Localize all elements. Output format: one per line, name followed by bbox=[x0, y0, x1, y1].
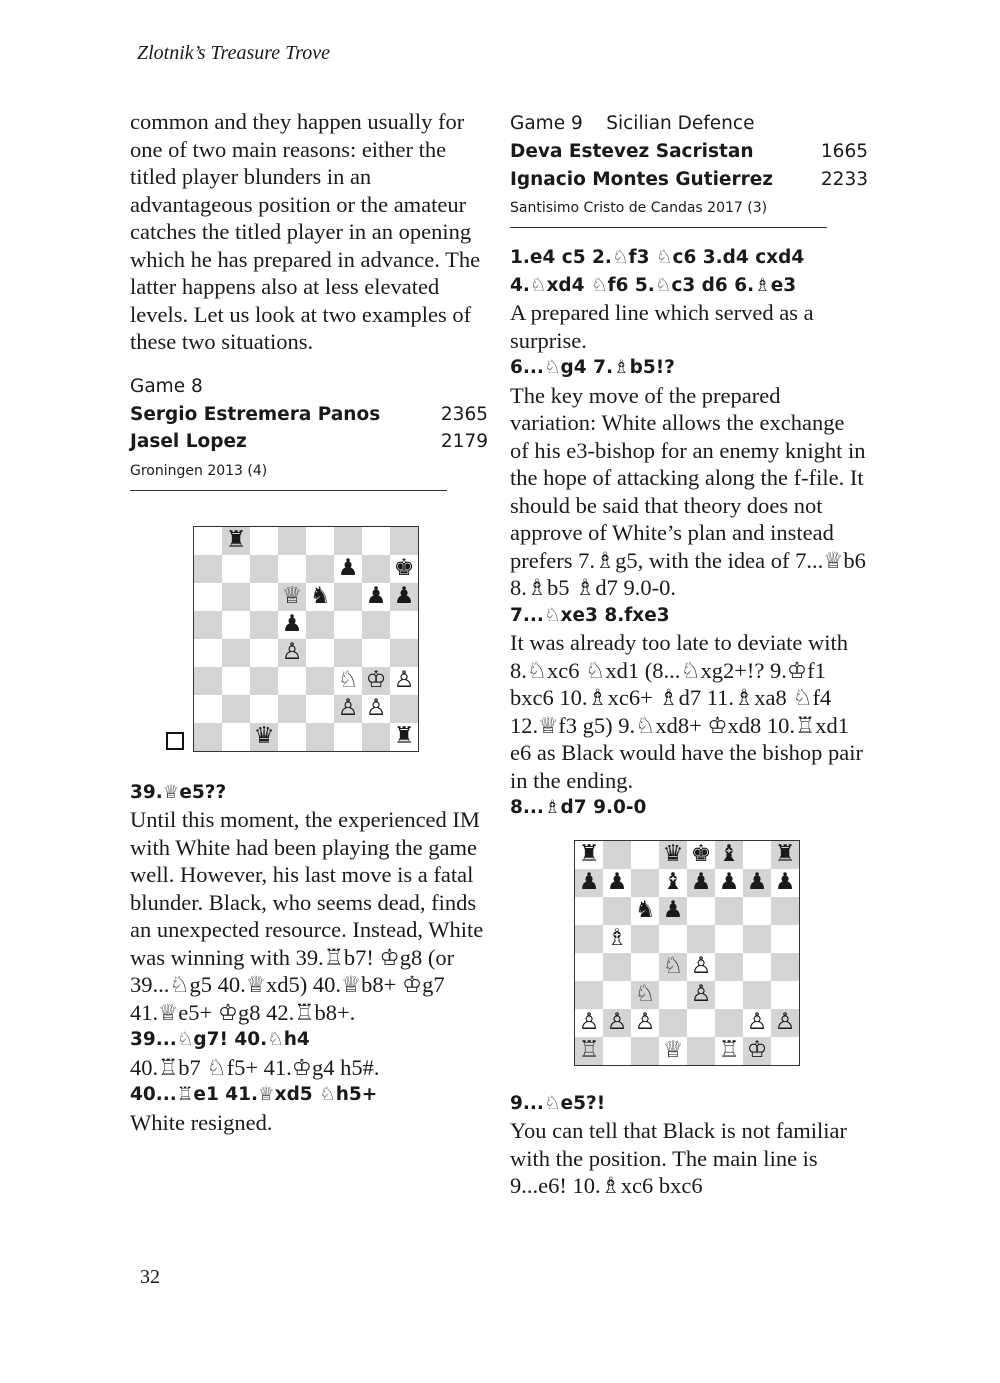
board-square bbox=[631, 953, 659, 981]
chessboard bbox=[193, 526, 419, 752]
board-square bbox=[222, 611, 250, 639]
board-square bbox=[687, 1037, 715, 1065]
board-square-piece: ♛ bbox=[250, 723, 278, 751]
board-square bbox=[575, 981, 603, 1009]
board-square bbox=[687, 897, 715, 925]
board-square bbox=[194, 695, 222, 723]
board-square bbox=[743, 925, 771, 953]
board-square bbox=[222, 555, 250, 583]
board-square bbox=[194, 639, 222, 667]
running-title: Zlotnik’s Treasure Trove bbox=[137, 42, 330, 64]
board-square-piece: ♘ bbox=[659, 953, 687, 981]
board-square-piece: ♕ bbox=[659, 1037, 687, 1065]
board-square bbox=[250, 555, 278, 583]
board-square-piece: ♘ bbox=[631, 981, 659, 1009]
board-square bbox=[222, 695, 250, 723]
board-square bbox=[194, 527, 222, 555]
board-square-piece: ♟ bbox=[771, 869, 799, 897]
board-square bbox=[306, 639, 334, 667]
board-square bbox=[250, 639, 278, 667]
board-square bbox=[334, 583, 362, 611]
board-square bbox=[194, 555, 222, 583]
board-square bbox=[390, 611, 418, 639]
board-square bbox=[306, 555, 334, 583]
black-player-rating: 2179 bbox=[440, 431, 488, 452]
white-player-name: Sergio Estremera Panos bbox=[130, 403, 381, 425]
board-square bbox=[603, 981, 631, 1009]
game-title: Game 9 Sicilian Defence bbox=[510, 113, 755, 134]
board-square-piece: ♟ bbox=[603, 869, 631, 897]
board-square bbox=[575, 897, 603, 925]
header-divider bbox=[130, 490, 447, 491]
black-player-rating: 2233 bbox=[820, 168, 868, 190]
board-square bbox=[278, 723, 306, 751]
black-player-name: Ignacio Montes Gutierrez bbox=[510, 168, 774, 190]
board-square bbox=[222, 583, 250, 611]
board-square bbox=[743, 953, 771, 981]
black-player-name: Jasel Lopez bbox=[130, 431, 247, 452]
board-square bbox=[222, 667, 250, 695]
board-square-piece: ♔ bbox=[362, 667, 390, 695]
white-player-name: Deva Estevez Sacristan bbox=[510, 141, 754, 162]
board-square-piece: ♚ bbox=[687, 841, 715, 869]
board-square-piece: ♙ bbox=[334, 695, 362, 723]
board-square bbox=[771, 981, 799, 1009]
board-square-piece: ♗ bbox=[603, 925, 631, 953]
board-square bbox=[631, 841, 659, 869]
commentary: 40.♖b7 ♘f5+ 41.♔g4 h5#. bbox=[130, 1054, 380, 1080]
chess-diagram-1 bbox=[193, 526, 488, 754]
white-player-row bbox=[130, 401, 488, 429]
board-square bbox=[278, 555, 306, 583]
board-square bbox=[362, 527, 390, 555]
board-square-piece: ♛ bbox=[659, 841, 687, 869]
board-square-piece: ♙ bbox=[631, 1009, 659, 1037]
board-square bbox=[306, 611, 334, 639]
intro-paragraph: common and they happen usually for one of two main reasons: either the titled player blunders in an advantageous position or the amateur catches the titled player in an opening which he has prepared in advance. The latter happens also at less elevated levels. Let us look at two examples of these two situations. bbox=[130, 109, 481, 354]
board-square-piece: ♟ bbox=[715, 869, 743, 897]
move-line: 39.♕e5?? bbox=[130, 781, 227, 803]
board-square-piece: ♕ bbox=[278, 583, 306, 611]
board-square bbox=[771, 1037, 799, 1065]
board-square bbox=[250, 611, 278, 639]
board-square bbox=[222, 723, 250, 751]
board-square-piece: ♟ bbox=[687, 869, 715, 897]
left-column bbox=[130, 108, 488, 1136]
board-square bbox=[603, 1037, 631, 1065]
board-square bbox=[390, 639, 418, 667]
board-square-piece: ♙ bbox=[362, 695, 390, 723]
board-square-piece: ♖ bbox=[715, 1037, 743, 1065]
game-title: Game 8 bbox=[130, 375, 203, 397]
board-square-piece: ♟ bbox=[743, 869, 771, 897]
board-square-piece: ♙ bbox=[390, 667, 418, 695]
board-square bbox=[250, 527, 278, 555]
board-square-piece: ♜ bbox=[390, 723, 418, 751]
commentary: Until this moment, the experienced IM with White had been playing the game well. However, his last move is a fatal blunder. Black, who seems dead, finds an unexpected resource. Instead, White was winning with 39.♖b7! ♔g8 (or 39...♘g5 40.♕xd5) 40.♕b8+ ♔g7 41.♕e5+ ♔g8 42.♖b8+. bbox=[130, 807, 484, 1025]
white-player-rating: 1665 bbox=[820, 141, 868, 162]
board-square bbox=[250, 695, 278, 723]
board-square bbox=[362, 611, 390, 639]
board-square bbox=[334, 723, 362, 751]
board-square-piece: ♙ bbox=[575, 1009, 603, 1037]
board-square-piece: ♙ bbox=[687, 953, 715, 981]
board-square bbox=[222, 639, 250, 667]
board-square bbox=[715, 925, 743, 953]
white-to-move-marker bbox=[166, 732, 184, 750]
board-square bbox=[687, 925, 715, 953]
white-player-rating: 2365 bbox=[440, 403, 488, 425]
board-square-piece: ♙ bbox=[687, 981, 715, 1009]
board-square bbox=[771, 925, 799, 953]
board-square bbox=[603, 897, 631, 925]
board-square bbox=[687, 1009, 715, 1037]
game-venue: Groningen 2013 (4) bbox=[130, 462, 268, 479]
board-square-piece: ♙ bbox=[603, 1009, 631, 1037]
board-square-piece: ♟ bbox=[278, 611, 306, 639]
board-square bbox=[603, 953, 631, 981]
board-square bbox=[659, 925, 687, 953]
board-square bbox=[194, 667, 222, 695]
right-column bbox=[510, 108, 868, 1200]
board-square bbox=[659, 1009, 687, 1037]
board-square bbox=[362, 639, 390, 667]
header-divider bbox=[510, 227, 827, 228]
board-square bbox=[250, 667, 278, 695]
board-square bbox=[743, 981, 771, 1009]
board-square-piece: ♝ bbox=[715, 841, 743, 869]
board-square-piece: ♙ bbox=[278, 639, 306, 667]
board-square bbox=[194, 611, 222, 639]
board-square bbox=[603, 841, 631, 869]
board-square bbox=[631, 869, 659, 897]
chessboard bbox=[574, 840, 800, 1066]
move-line: 8...♗d7 9.0-0 bbox=[510, 797, 647, 818]
board-square bbox=[390, 695, 418, 723]
board-square-piece: ♟ bbox=[659, 897, 687, 925]
move-line: 9...♘e5?! bbox=[510, 1092, 606, 1114]
move-line: 7...♘xe3 8.fxe3 bbox=[510, 604, 670, 626]
board-square bbox=[771, 953, 799, 981]
board-square bbox=[306, 695, 334, 723]
page-number: 32 bbox=[140, 1266, 160, 1288]
commentary: You can tell that Black is not familiar with the position. The main line is 9...e6! 10.♗xc6 bxc6 bbox=[510, 1118, 848, 1198]
game-8-header bbox=[130, 373, 488, 491]
board-square bbox=[334, 527, 362, 555]
move-line: 6...♘g4 7.♗b5!? bbox=[510, 357, 675, 378]
board-square bbox=[631, 925, 659, 953]
board-square-piece: ♜ bbox=[222, 527, 250, 555]
board-square bbox=[575, 953, 603, 981]
board-square bbox=[631, 1037, 659, 1065]
board-square bbox=[771, 897, 799, 925]
board-square bbox=[306, 723, 334, 751]
board-square-piece: ♙ bbox=[771, 1009, 799, 1037]
white-player-row bbox=[510, 138, 868, 166]
board-square bbox=[743, 841, 771, 869]
board-square-piece: ♚ bbox=[390, 555, 418, 583]
move-line: 40...♖e1 41.♕xd5 ♘h5+ bbox=[130, 1084, 378, 1105]
board-square bbox=[334, 639, 362, 667]
chess-diagram-2 bbox=[574, 840, 868, 1068]
board-square bbox=[278, 695, 306, 723]
game-9-header bbox=[510, 110, 868, 228]
move-line: 1.e4 c5 2.♘f3 ♘c6 3.d4 cxd4 4.♘xd4 ♘f6 5.♘c3 d6 6.♗e3 bbox=[510, 247, 805, 296]
board-square bbox=[390, 527, 418, 555]
board-square bbox=[278, 527, 306, 555]
commentary: It was already too late to deviate with 8.♘xc6 ♘xd1 (8...♘xg2+!? 9.♔f1 bxc6 10.♗xc6+ ♗d7 11.♗xa8 ♘f4 12.♕f3 g5) 9.♘xd8+ ♔xd8 10.♖xd1 e6 as Black would have the bishop pair in the ending. bbox=[510, 630, 864, 793]
board-square-piece: ♟ bbox=[334, 555, 362, 583]
black-player-row bbox=[510, 166, 868, 194]
board-square-piece: ♟ bbox=[362, 583, 390, 611]
board-square bbox=[194, 583, 222, 611]
board-square bbox=[715, 1009, 743, 1037]
board-square bbox=[306, 667, 334, 695]
board-square bbox=[306, 527, 334, 555]
board-square bbox=[715, 953, 743, 981]
board-square bbox=[575, 925, 603, 953]
board-square bbox=[250, 583, 278, 611]
board-square bbox=[715, 981, 743, 1009]
commentary: A prepared line which served as a surprise. bbox=[510, 300, 814, 353]
board-square-piece: ♜ bbox=[771, 841, 799, 869]
board-square-piece: ♖ bbox=[575, 1037, 603, 1065]
move-line: 39...♘g7! 40.♘h4 bbox=[130, 1029, 310, 1050]
board-square bbox=[194, 723, 222, 751]
commentary: White resigned. bbox=[130, 1109, 273, 1135]
board-square bbox=[362, 555, 390, 583]
black-player-row bbox=[130, 428, 488, 456]
board-square bbox=[743, 897, 771, 925]
board-square-piece: ♟ bbox=[575, 869, 603, 897]
game-venue: Santisimo Cristo de Candas 2017 (3) bbox=[510, 200, 768, 216]
board-square bbox=[334, 611, 362, 639]
board-square-piece: ♙ bbox=[743, 1009, 771, 1037]
board-square-piece: ♝ bbox=[659, 869, 687, 897]
commentary: The key move of the prepared variation: White allows the exchange of his e3-bishop for an enemy knight in the hope of attacking along the f-file. It should be said that theory does not approve of White’s plan and instead prefers 7.♗g5, with the idea of 7...♕b6 8.♗b5 ♗d7 9.0-0. bbox=[510, 382, 866, 600]
board-square bbox=[362, 723, 390, 751]
board-square bbox=[278, 667, 306, 695]
board-square-piece: ♞ bbox=[631, 897, 659, 925]
board-square-piece: ♘ bbox=[334, 667, 362, 695]
board-square-piece: ♟ bbox=[390, 583, 418, 611]
board-square-piece: ♜ bbox=[575, 841, 603, 869]
board-square-piece: ♞ bbox=[306, 583, 334, 611]
board-square bbox=[659, 981, 687, 1009]
board-square bbox=[715, 897, 743, 925]
board-square-piece: ♔ bbox=[743, 1037, 771, 1065]
